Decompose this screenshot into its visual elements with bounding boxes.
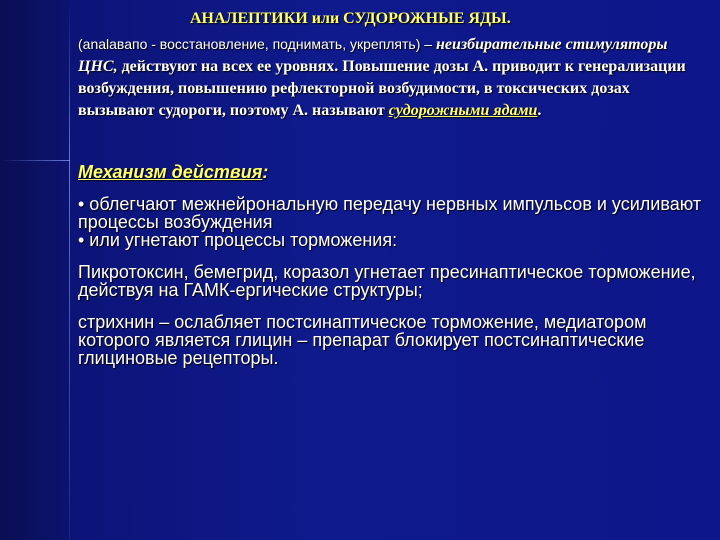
etymology-text: (analавапо - восстановление, поднимать, укреплять) –: [78, 36, 433, 52]
intro-emphasis: неизбирательные стимуляторы ЦНС,: [78, 36, 668, 75]
slide-title: АНАЛЕПТИКИ или СУДОРОЖНЫЕ ЯДЫ.: [190, 10, 511, 27]
paragraph-strychnine: стрихнин – ослабляет постсинаптическое торможение, медиатором которого является глицин – препарат блокирует постсинаптические глициновые рецепторы.: [78, 312, 647, 368]
intro-text: действуют на всех ее уровнях. Повышение дозы А. приводит к генерализации возбуждения, повышению рефлекторной возбудимости, в токсических дозах вызывают судороги, поэтому А. называют: [78, 58, 686, 119]
left-decor-band: [0, 0, 70, 540]
mechanism-section: [78, 163, 710, 381]
mechanism-heading: Механизм действия: [78, 162, 263, 182]
intro-highlight: судорожными ядами: [388, 102, 538, 119]
vertical-decor-line: [69, 0, 70, 540]
bullet-item-1: • облегчают межнейрональную передачу нервных импульсов и усиливают процессы возбуждения: [78, 194, 702, 232]
intro-end: .: [537, 102, 542, 119]
mechanism-colon: :: [262, 162, 269, 182]
intro-paragraph: [78, 33, 710, 122]
bullet-item-2: • или угнетают процессы торможения:: [78, 230, 398, 250]
horizontal-decor-line: [0, 160, 70, 161]
paragraph-picrotoxin: Пикротоксин, бемегрид, коразол угнетает пресинаптическое торможение, действуя на ГАМК-ергические структуры;: [78, 262, 696, 300]
